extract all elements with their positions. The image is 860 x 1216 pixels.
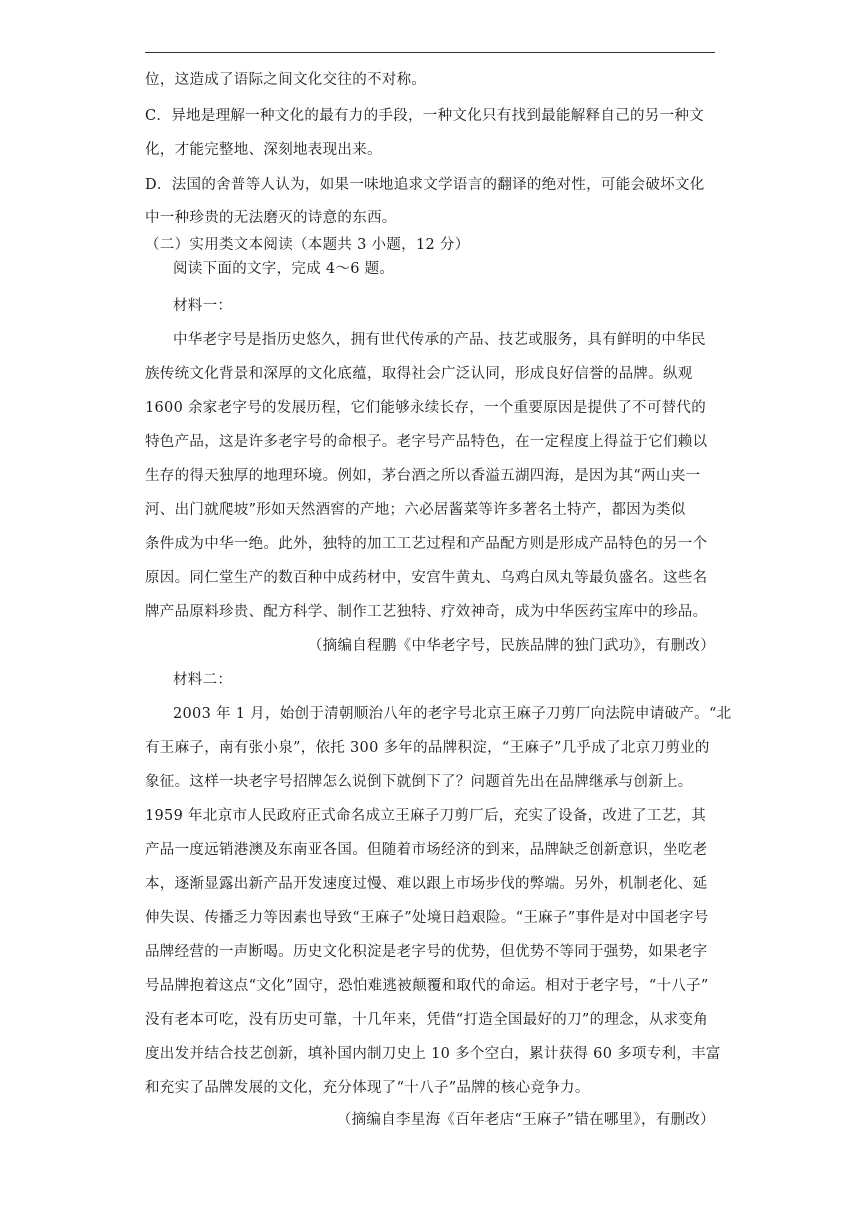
material-2-line: 度出发并结合技艺创新，填补国内制刀史上 10 多个空白，累计获得 60 多项专利，丰富 — [145, 1046, 721, 1062]
material-2-line: 品牌经营的一声断喝。历史文化积淀是老字号的优势，但优势不等同于强势，如果老字 — [145, 944, 708, 960]
material-2-line: 和充实了品牌发展的文化，充分体现了“十八子”品牌的核心竞争力。 — [145, 1080, 590, 1096]
material-1-line: 原因。同仁堂生产的数百种中成药材中，安宫牛黄丸、乌鸡白凤丸等最负盛名。这些名 — [145, 570, 708, 586]
material-1-line: 河、出门就爬坡”形如天然酒窖的产地；六必居酱菜等许多著名土特产，都因为类似 — [145, 502, 686, 518]
option-d-line-1: D．法国的舍普等人认为，如果一味地追求文学语言的翻译的绝对性，可能会破坏文化 — [145, 177, 705, 193]
material-1-line: 条件成为中华一绝。此外，独特的加工工艺过程和产品配方则是形成产品特色的另一个 — [145, 536, 708, 552]
option-c-line-2: 化，才能完整地、深刻地表现出来。 — [145, 142, 382, 158]
material-2-line: 本，逐渐显露出新产品开发速度过慢、难以跟上市场步伐的弊端。另外，机制老化、延 — [145, 876, 708, 892]
material-2-label: 材料二： — [173, 672, 233, 688]
material-1-line: 1600 余家老字号的发展历程，它们能够永续长存，一个重要原因是提供了不可替代的 — [145, 400, 707, 416]
material-2-line: 号品牌抱着这点“文化”固守，恐怕难逃被颠覆和取代的命运。相对于老字号，“十八子” — [145, 978, 709, 994]
material-2-line: 产品一度远销港澳及东南亚各国。但随着市场经济的到来，品牌缺乏创新意识，坐吃老 — [145, 842, 708, 858]
material-1-source: （摘编自程鹏《中华老字号，民族品牌的独门武功》，有删改） — [307, 638, 715, 654]
material-2-line: 2003 年 1 月，始创于清朝顺治八年的老字号北京王麻子刀剪厂向法院申请破产。“北 — [173, 706, 732, 722]
material-2-line: 象征。这样一块老字号招牌怎么说倒下就倒下了？问题首先出在品牌继承与创新上。 — [145, 774, 693, 790]
material-2-source: （摘编自李星海《百年老店“王麻子”错在哪里》，有删改） — [336, 1112, 715, 1128]
material-1-line: 牌产品原料珍贵、配方科学、制作工艺独特、疗效神奇，成为中华医药宝库中的珍品。 — [145, 604, 708, 620]
material-1-line: 中华老字号是指历史悠久，拥有世代传承的产品、技艺或服务，具有鲜明的中华民 — [173, 332, 706, 348]
section-instruction: 阅读下面的文字，完成 4～6 题。 — [173, 261, 395, 277]
option-d-line-2: 中一种珍贵的无法磨灭的诗意的东西。 — [145, 210, 397, 226]
section-heading: （二）实用类文本阅读（本题共 3 小题，12 分） — [145, 237, 470, 253]
material-1-line: 族传统文化背景和深厚的文化底蕴，取得社会广泛认同，形成良好信誉的品牌。纵观 — [145, 366, 693, 382]
material-2-line: 有王麻子，南有张小泉”，依托 300 多年的品牌积淀，“王麻子”几乎成了北京刀剪业的 — [145, 740, 710, 756]
option-c-line-1: C．异地是理解一种文化的最有力的手段，一种文化只有找到最能解释自己的另一种文 — [145, 108, 704, 124]
material-2-line: 没有老本可吃，没有历史可靠，十几年来，凭借“打造全国最好的刀”的理念，从求变角 — [145, 1012, 709, 1028]
material-1-line: 生存的得天独厚的地理环境。例如，茅台酒之所以香溢五湖四海，是因为其“两山夹一 — [145, 468, 701, 484]
header-rule — [145, 52, 715, 53]
material-2-line: 1959 年北京市人民政府正式命名成立王麻子刀剪厂后，充实了设备，改进了工艺，其 — [145, 808, 707, 824]
material-2-line: 伸失误、传播乏力等因素也导致“王麻子”处境日趋艰险。“王麻子”事件是对中国老字号 — [145, 910, 709, 926]
material-1-label: 材料一： — [173, 298, 233, 314]
material-1-line: 特色产品，这是许多老字号的命根子。老字号产品特色，在一定程度上得益于它们赖以 — [145, 434, 708, 450]
option-b-tail: 位，这造成了语际之间文化交往的不对称。 — [145, 72, 427, 88]
